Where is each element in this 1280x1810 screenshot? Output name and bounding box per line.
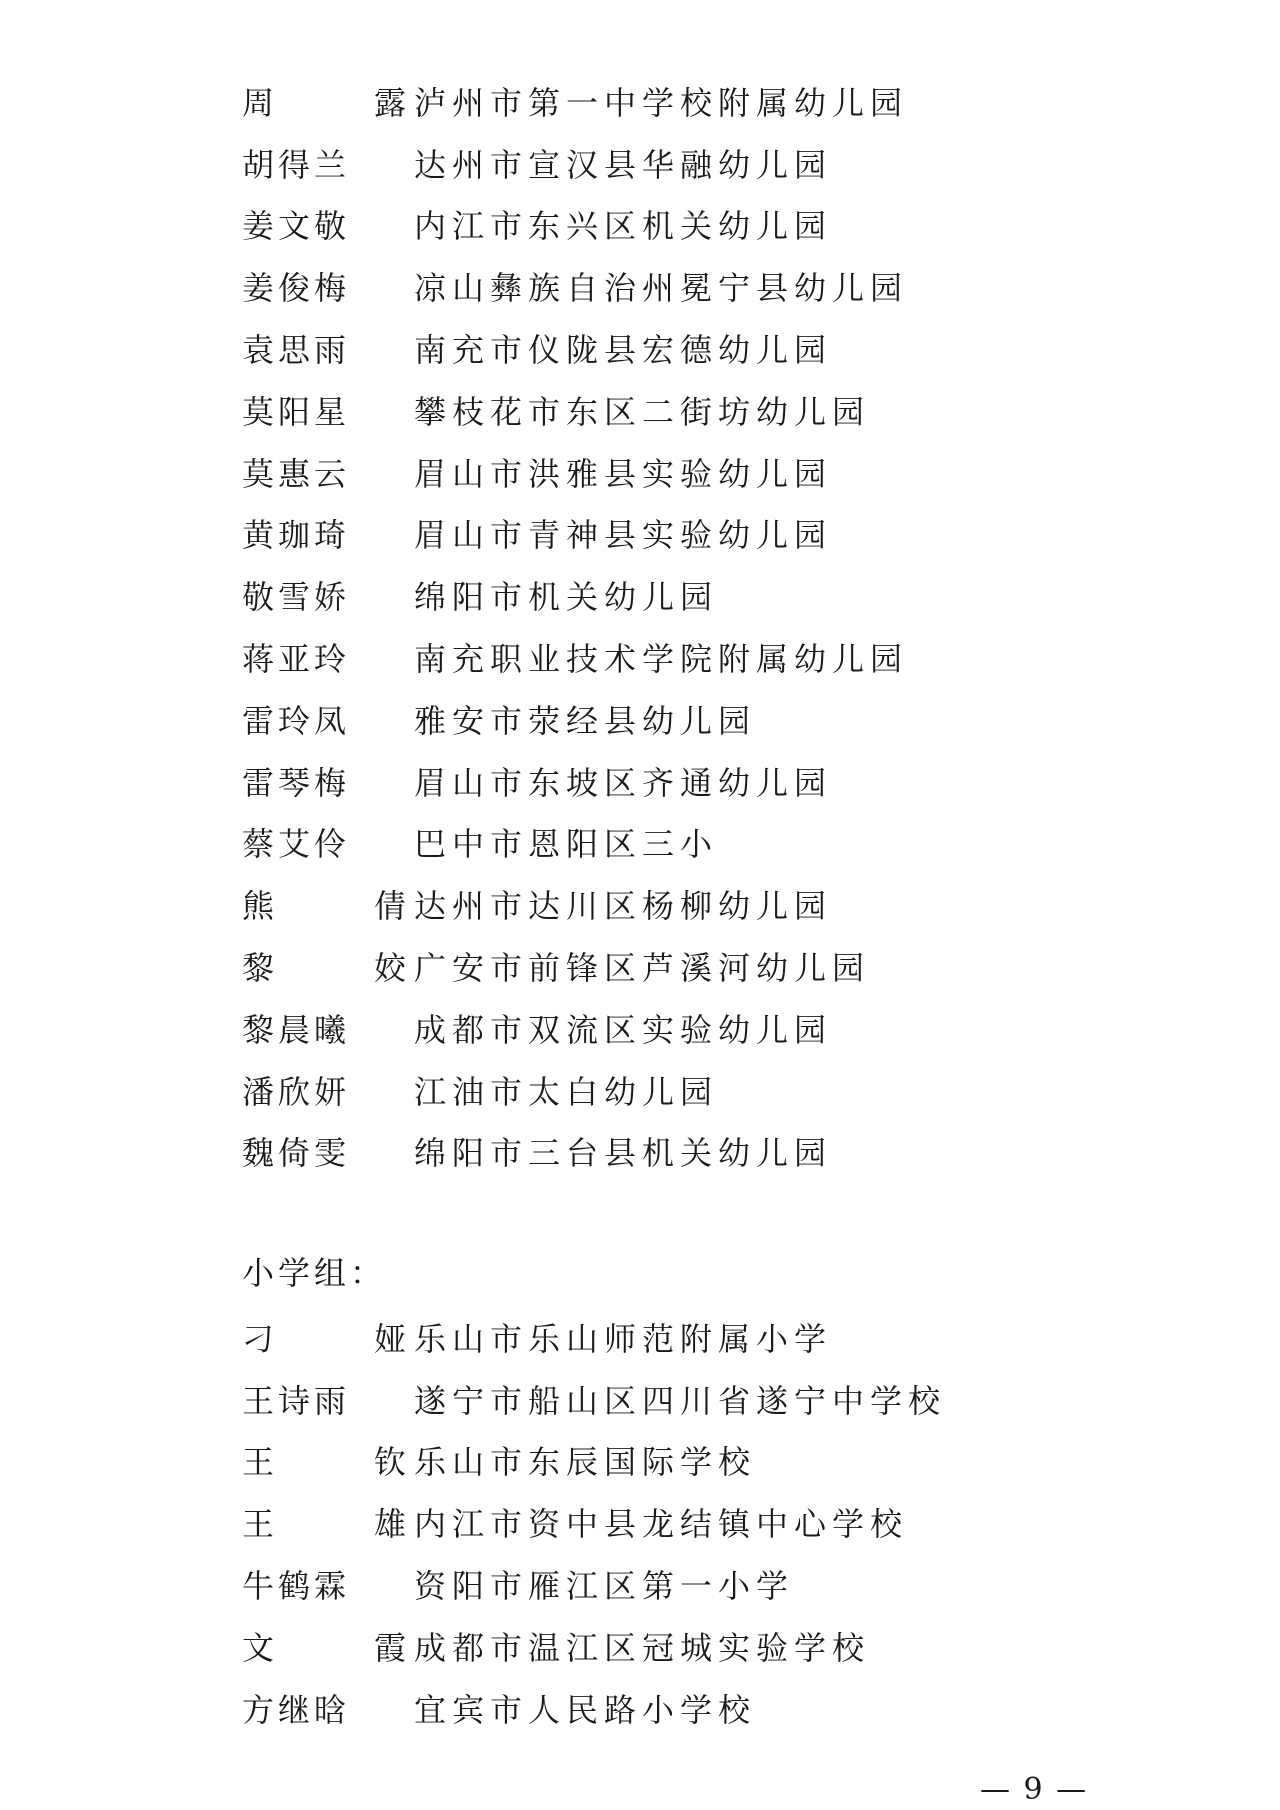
list-item (242, 132, 1142, 194)
school-name: 遂宁市船山区四川省遂宁中学校 (414, 1381, 947, 1420)
list-item (242, 70, 1142, 132)
school-name: 南充市仪陇县宏德幼儿园 (414, 331, 833, 370)
school-name: 攀枝花市东区二街坊幼儿园 (414, 392, 871, 431)
person-name: 胡得兰 (242, 145, 351, 184)
list-item (242, 503, 1142, 565)
person-name: 文 霞 (242, 1628, 410, 1667)
list-item (242, 1491, 1142, 1553)
list-item (242, 255, 1142, 317)
list-item (242, 935, 1142, 997)
list-item (242, 626, 1142, 688)
school-name: 江油市太白幼儿园 (414, 1072, 719, 1111)
school-name: 资阳市雁江区第一小学 (414, 1567, 795, 1606)
list-item (242, 441, 1142, 503)
school-name: 达州市达川区杨柳幼儿园 (414, 887, 833, 926)
school-name: 内江市东兴区机关幼儿园 (414, 207, 833, 246)
school-name: 宜宾市人民路小学校 (414, 1690, 757, 1729)
person-name: 黄珈琦 (242, 516, 351, 555)
school-name: 广安市前锋区芦溪河幼儿园 (414, 949, 871, 988)
person-name: 熊 倩 (242, 887, 410, 926)
list-item (242, 317, 1142, 379)
school-name: 绵阳市三台县机关幼儿园 (414, 1134, 833, 1173)
list-item (242, 1677, 1142, 1739)
person-name: 袁思雨 (242, 331, 351, 370)
person-name: 雷琴梅 (242, 763, 351, 802)
section-title-primary: 小学组： (242, 1254, 387, 1292)
list-item (242, 1615, 1142, 1677)
school-name: 南充职业技术学院附属幼儿园 (414, 640, 909, 679)
person-name: 刁 娅 (242, 1319, 410, 1358)
person-name: 莫惠云 (242, 454, 351, 493)
person-name: 黎 姣 (242, 949, 410, 988)
person-name: 王 钦 (242, 1443, 410, 1482)
school-name: 达州市宣汉县华融幼儿园 (414, 145, 833, 184)
school-name: 眉山市青神县实验幼儿园 (414, 516, 833, 555)
school-name: 乐山市乐山师范附属小学 (414, 1319, 833, 1358)
person-name: 王 雄 (242, 1505, 410, 1544)
school-name: 成都市温江区冠城实验学校 (414, 1628, 871, 1667)
school-name: 成都市双流区实验幼儿园 (414, 1010, 833, 1049)
person-name: 牛鹤霖 (242, 1567, 351, 1606)
person-name: 王诗雨 (242, 1381, 351, 1420)
school-name: 凉山彝族自治州冕宁县幼儿园 (414, 269, 909, 308)
list-item (242, 379, 1142, 441)
school-name: 内江市资中县龙结镇中心学校 (414, 1505, 909, 1544)
list-item (242, 750, 1142, 812)
page-number: — 9 — (980, 1772, 1089, 1807)
person-name: 黎晨曦 (242, 1010, 351, 1049)
school-name: 泸州市第一中学校附属幼儿园 (414, 83, 909, 122)
person-name: 姜文敬 (242, 207, 351, 246)
person-name: 莫阳星 (242, 392, 351, 431)
school-name: 巴中市恩阳区三小 (414, 825, 719, 864)
person-name: 蒋亚玲 (242, 640, 351, 679)
person-name: 姜俊梅 (242, 269, 351, 308)
person-name: 潘欣妍 (242, 1072, 351, 1111)
list-item (242, 1368, 1142, 1430)
person-name: 魏倚雯 (242, 1134, 351, 1173)
list-item (242, 564, 1142, 626)
kindergarten-list (242, 70, 1142, 1182)
school-name: 雅安市荥经县幼儿园 (414, 701, 757, 740)
person-name: 敬雪娇 (242, 578, 351, 617)
list-item (242, 1121, 1142, 1183)
list-item (242, 997, 1142, 1059)
list-item (242, 812, 1142, 874)
person-name: 蔡艾伶 (242, 825, 351, 864)
person-name: 周 露 (242, 83, 410, 122)
list-item (242, 873, 1142, 935)
list-item (242, 194, 1142, 256)
list-item (242, 1306, 1142, 1368)
person-name: 雷玲凤 (242, 701, 351, 740)
school-name: 眉山市东坡区齐通幼儿园 (414, 763, 833, 802)
list-item (242, 688, 1142, 750)
school-name: 眉山市洪雅县实验幼儿园 (414, 454, 833, 493)
person-name: 方继晗 (242, 1690, 351, 1729)
primary-list (242, 1306, 1142, 1739)
school-name: 乐山市东辰国际学校 (414, 1443, 757, 1482)
list-item (242, 1553, 1142, 1615)
list-item (242, 1430, 1142, 1492)
school-name: 绵阳市机关幼儿园 (414, 578, 719, 617)
list-item (242, 1059, 1142, 1121)
